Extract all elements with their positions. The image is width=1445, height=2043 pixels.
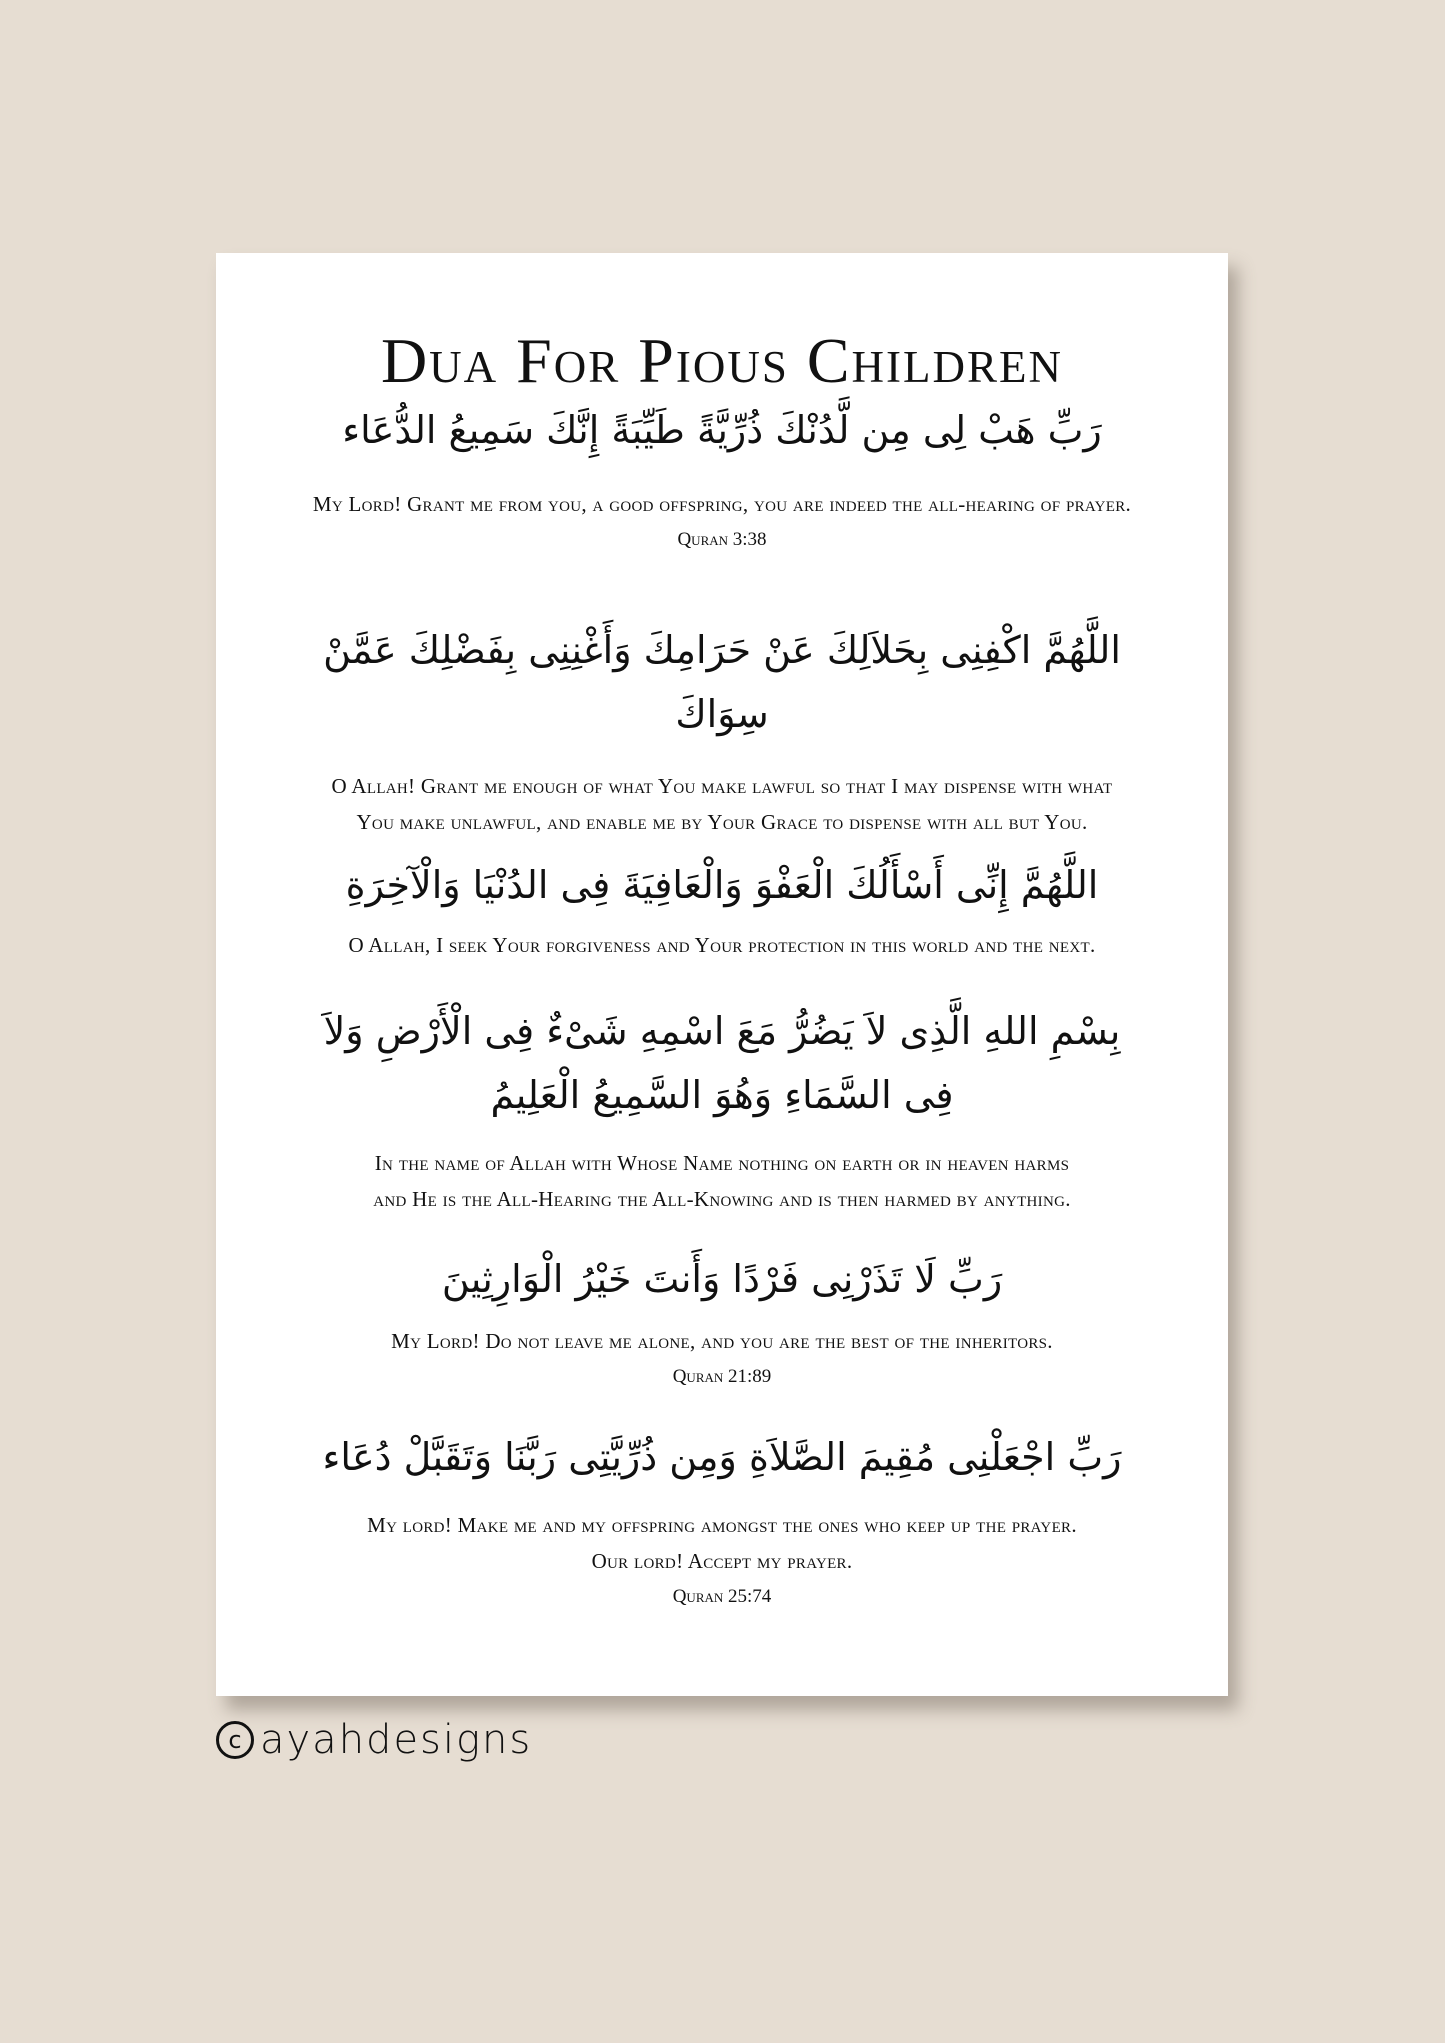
dua-translation <box>256 768 1188 840</box>
copyright-icon: c <box>216 1721 254 1759</box>
translation-line: O Allah! Grant me enough of what You make lawful so that I may dispense with what <box>331 774 1113 798</box>
dua-arabic: بِسْمِ اللهِ الَّذِى لاَ يَضُرُّ مَعَ اسْمِهِ شَىْءٌ فِى الْأَرْضِ وَلاَ فِى السَّمَاءِ وَهُوَ السَّمِيعُ الْعَلِيمُ <box>323 1009 1121 1117</box>
dua-reference: Quran 3:38 <box>677 529 767 550</box>
translation-line: In the name of Allah with Whose Name nothing on earth or in heaven harms <box>374 1151 1070 1175</box>
dua-block-5 <box>256 1247 1188 1395</box>
poster-card <box>216 253 1228 1696</box>
dua-arabic: اللَّهُمَّ اكْفِنِى بِحَلاَلِكَ عَنْ حَرَامِكَ وَأَغْنِنِى بِفَضْلِكَ عَمَّنْ سِوَاكَ <box>323 628 1121 736</box>
dua-arabic: رَبِّ هَبْ لِى مِن لَّدُنْكَ ذُرِّيَّةً طَيِّبَةً إِنَّكَ سَمِيعُ الدُّعَاء <box>342 408 1102 452</box>
translation-line: O Allah, I seek Your forgiveness and Your protection in this world and the next. <box>348 933 1096 957</box>
translation-line: You make unlawful, and enable me by Your Grace to dispense with all but You. <box>356 810 1088 834</box>
dua-translation <box>256 927 1188 963</box>
dua-translation <box>256 1323 1188 1359</box>
translation-line: My lord! Make me and my offspring amongst the ones who keep up the prayer. <box>367 1513 1077 1537</box>
brand-name: ayahdesigns <box>260 1717 533 1763</box>
watermark <box>216 1712 532 1768</box>
dua-translation <box>256 1145 1188 1217</box>
translation-line: and He is the All-Hearing the All-Knowing and is then harmed by anything. <box>373 1187 1071 1211</box>
dua-block-4 <box>256 999 1188 1217</box>
dua-arabic: اللَّهُمَّ إِنِّى أَسْأَلُكَ الْعَفْوَ وَالْعَافِيَةَ فِى الدُنْيَا وَالْآخِرَةِ <box>345 863 1099 907</box>
dua-arabic: رَبِّ لَا تَذَرْنِى فَرْدًا وَأَنتَ خَيْرُ الْوَارِثِينَ <box>441 1257 1003 1301</box>
translation-line: My Lord! Do not leave me alone, and you are the best of the inheritors. <box>391 1329 1053 1353</box>
dua-reference: Quran 25:74 <box>672 1586 772 1607</box>
dua-translation <box>256 486 1188 522</box>
translation-line: Our lord! Accept my prayer. <box>591 1549 853 1573</box>
dua-reference: Quran 21:89 <box>672 1366 772 1387</box>
dua-block-6 <box>256 1425 1188 1615</box>
dua-block-3 <box>256 853 1188 963</box>
translation-line: My Lord! Grant me from you, a good offspring, you are indeed the all-hearing of prayer. <box>312 492 1132 516</box>
poster-title: Dua For Pious Children <box>380 325 1064 396</box>
dua-translation <box>256 1507 1188 1579</box>
dua-block-2 <box>256 618 1188 840</box>
dua-block-1 <box>256 398 1188 558</box>
dua-arabic: رَبِّ اجْعَلْنِى مُقِيمَ الصَّلاَةِ وَمِن ذُرِّيَّتِى رَبَّنَا وَتَقَبَّلْ دُعَاء <box>322 1435 1122 1479</box>
